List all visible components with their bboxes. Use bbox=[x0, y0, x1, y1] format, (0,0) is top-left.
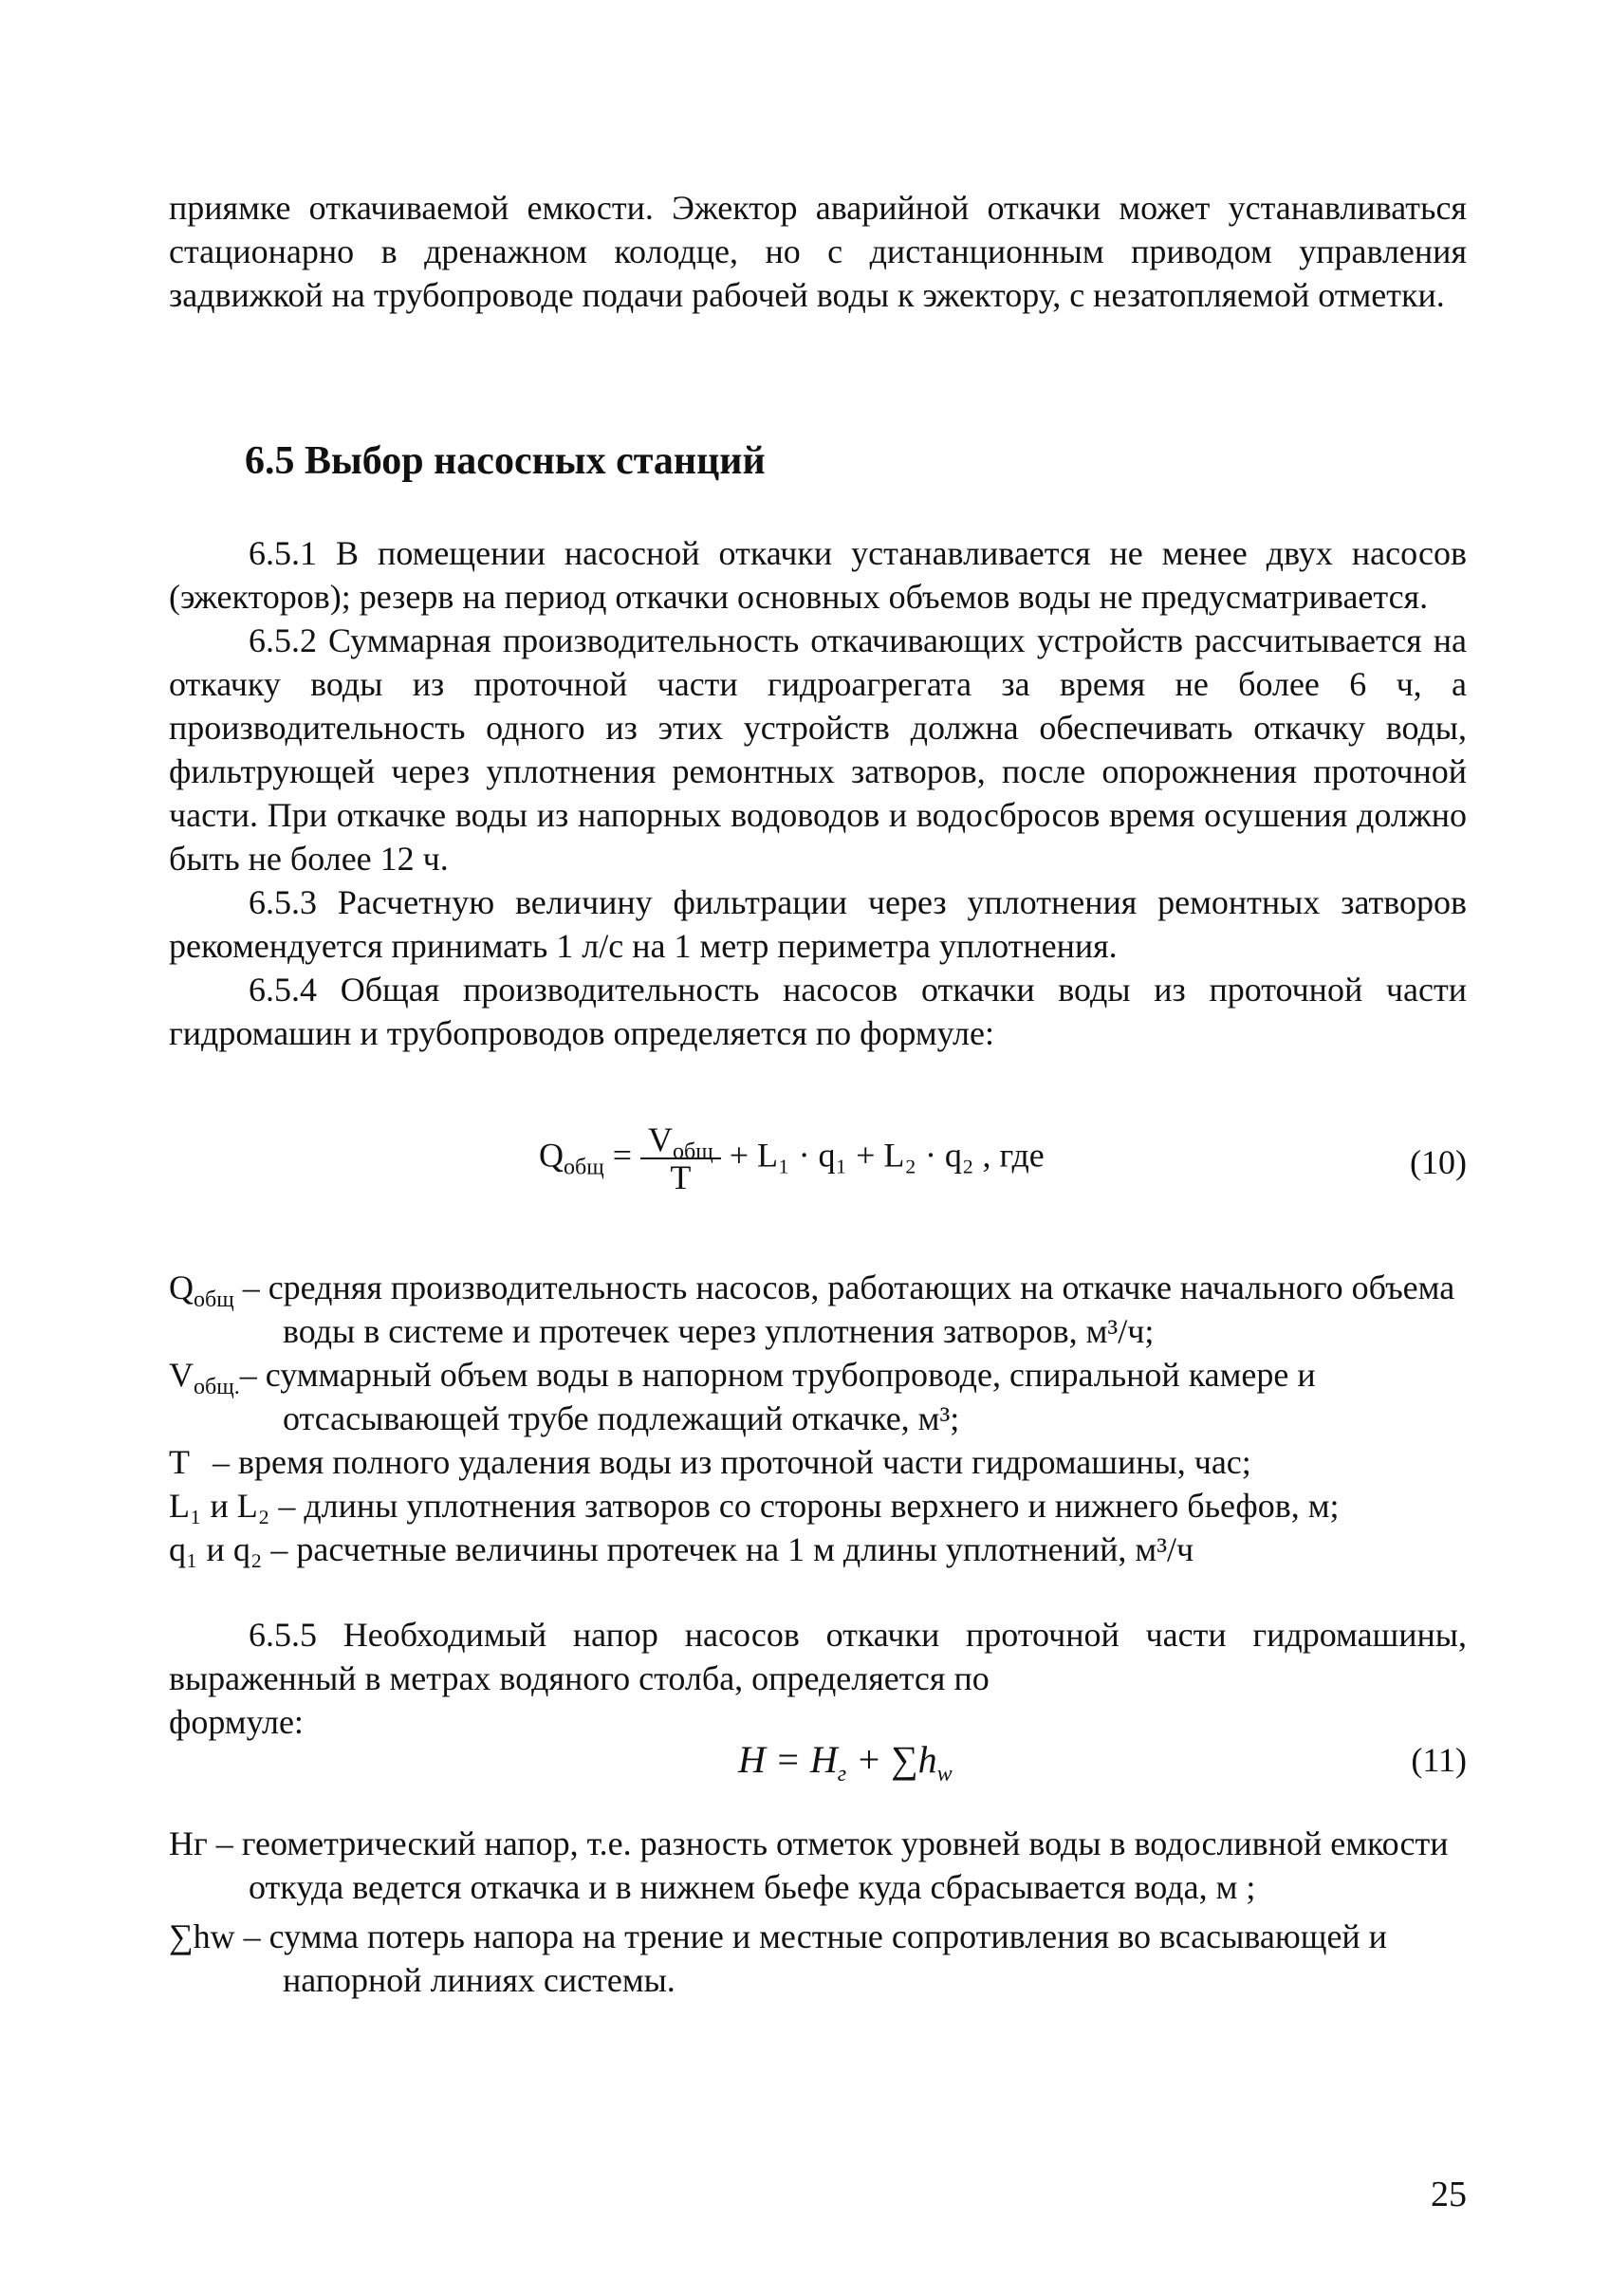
formula-10-where: где bbox=[999, 1136, 1045, 1175]
def-t: T – время полного удаления воды из проточной части гидромашины, час; bbox=[169, 1443, 1251, 1481]
formula-10-fraction: $\frac{V_{общ}}{T}$ bbox=[640, 1121, 721, 1195]
formula-11-definitions bbox=[169, 1822, 1478, 2002]
def-v-total: $V_{общ.}-$ суммарный объем воды в напорном трубопроводе, спиральной камере и отсасывающей трубе подлежащий откачке, м³; bbox=[169, 1356, 1316, 1437]
paragraph-6-5-4: 6.5.4 Общая производительность насосов откачки воды из проточной части гидромашин и трубопроводов определяется по формуле: bbox=[169, 971, 1467, 1052]
paragraph-6-5-3: 6.5.3 Расчетную величину фильтрации через уплотнения ремонтных затворов рекомендуется принимать 1 л/с на 1 метр периметра уплотнения. bbox=[169, 883, 1467, 965]
def-q-total: $Q_{общ}$ – средняя производительность насосов, работающих на откачке начального объема воды в системе и протечек через уплотнения затворов, м³/ч; bbox=[169, 1268, 1455, 1350]
formula-11 bbox=[169, 1738, 1467, 1795]
section-title: 6.5 Выбор насосных станций bbox=[245, 439, 766, 483]
formula-10-expression: $Q_{общ}$ = $\frac{V_{общ}}{T}$ + L₁ · q₁ + L₂ · q₂ , где bbox=[539, 1120, 1045, 1196]
def-q: q₁ и q₂ – расчетные величины протечек на 1 м длины уплотнений, м³/ч bbox=[169, 1530, 1194, 1568]
formula-11-expression: $H = H_г + \sum h_w$ bbox=[738, 1738, 953, 1787]
paragraph-6-5-5: 6.5.5 Необходимый напор насосов откачки проточной части гидромашины, выраженный в метрах водяного столба, определяется по формуле: bbox=[169, 1616, 1467, 1741]
def-h-geometric: Hг – геометрический напор, т.е. разность отметок уровней воды в водосливной емкости откуда ведется откачка и в нижнем бьефе куда сбрасывается вода, м ; bbox=[169, 1824, 1449, 1906]
intro-text: приямке откачиваемой емкости. Эжектор аварийной откачки может устанавливаться стационарно в дренажном колодце, но с дистанционным приводом управления задвижкой на трубопроводе подачи рабочей воды к эжектору, с незатопляемой отметки. bbox=[169, 189, 1467, 314]
formula-10-number: (10) bbox=[1410, 1143, 1467, 1181]
paragraph-6-5-2: 6.5.2 Суммарная производительность откачивающих устройств рассчитывается на откачку воды из проточной части гидроагрегата за время не более 6 ч, а производительность одного из этих устройств должна обеспечивать откачку воды, фильтрующей через уплотнения ремонтных затворов, после опорожнения проточной части. При откачке воды из напорных водоводов и водосбросов время осушения должно быть не более 12 ч. bbox=[169, 621, 1467, 878]
formula-10 bbox=[169, 1121, 1467, 1207]
formula-11-number: (11) bbox=[1411, 1741, 1467, 1779]
intro-paragraph bbox=[169, 186, 1467, 317]
page-number: 25 bbox=[1431, 2175, 1467, 2214]
section-paragraphs bbox=[169, 531, 1467, 1055]
formula-10-definitions bbox=[169, 1266, 1497, 1571]
def-sum-losses: ∑hw – сумма потерь напора на трение и местные сопротивления во всасывающей и напорной линиях системы. bbox=[169, 1917, 1387, 1999]
paragraph-6-5-1: 6.5.1 В помещении насосной откачки устанавливается не менее двух насосов (эжекторов); резерв на период откачки основных объемов воды не предусматривается. bbox=[169, 534, 1467, 616]
def-l: L₁ и L₂ – длины уплотнения затворов со стороны верхнего и нижнего бьефов, м; bbox=[169, 1487, 1340, 1525]
